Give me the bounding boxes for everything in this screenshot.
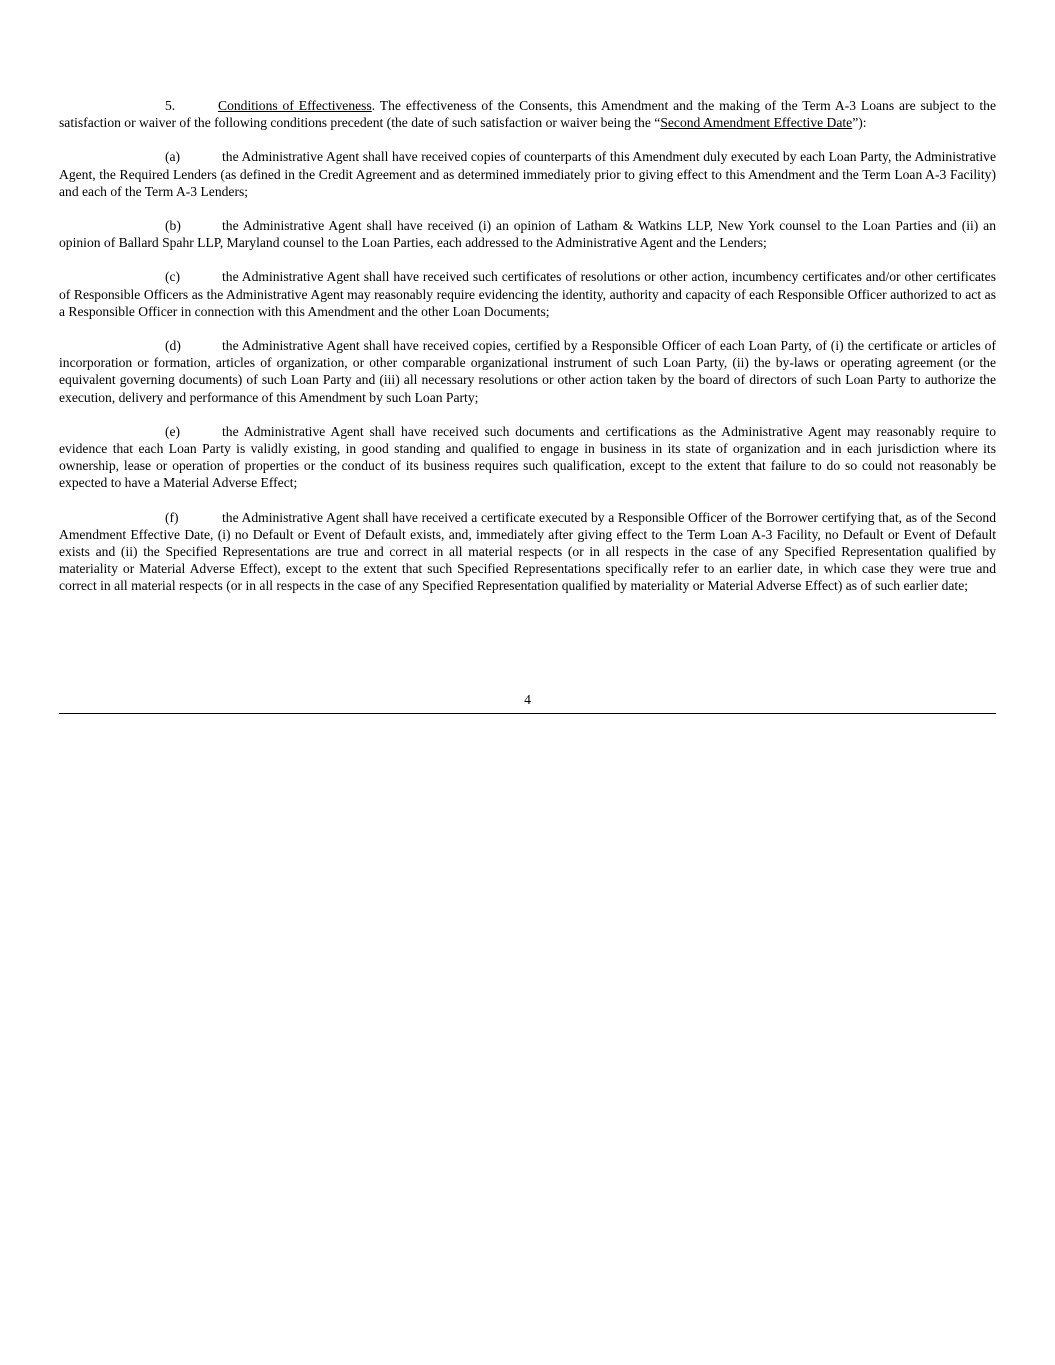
item-label: (e) xyxy=(165,423,181,439)
item-text: the Administrative Agent shall have received a certificate executed by a Responsible Officer of the Borrower certifying that, as of the Second Amendment Effective Date, (i) no Default or Event of Default exists, and, immediately after giving effect to the Term Loan A-3 Facility, no Default or Event of Default exists and (ii) the Specified Representations are true and correct in all material respects (or in all respects in the case of any Specified Representation qualified by materiality or Material Adverse Effect), except to the extent that such Specified Representations specifically refer to an earlier date, in which case they were true and correct in all material respects (or in all respects in the case of any Specified Representation qualified by materiality or Material Adverse Effect) as of such earlier date; xyxy=(59,509,996,594)
item-label: (f) xyxy=(165,509,179,525)
footer-rule xyxy=(59,713,996,714)
section-intro-text: . The effectiveness of the Consents, this Amendment and the making of the Term A-3 Loans are subject to the satisfaction or waiver of the following conditions precedent (the date of such satisfaction or waiver being the “ xyxy=(59,98,996,131)
page-footer xyxy=(59,691,996,714)
condition-item-c xyxy=(59,268,996,320)
item-label: (d) xyxy=(165,338,181,354)
condition-item-e xyxy=(59,423,996,492)
item-text: the Administrative Agent shall have received copies of counterparts of this Amendment duly executed by each Loan Party, the Administrative Agent, the Required Lenders (as defined in the Credit Agreement and as determined immediately prior to giving effect to this Amendment and the Term Loan A-3 Facility) and each of the Term A-3 Lenders; xyxy=(59,149,996,199)
condition-item-b xyxy=(59,217,996,251)
page-number: 4 xyxy=(524,692,531,707)
defined-term: Second Amendment Effective Date xyxy=(660,115,853,131)
item-text: the Administrative Agent shall have received (i) an opinion of Latham & Watkins LLP, New York counsel to the Loan Parties and (ii) an opinion of Ballard Spahr LLP, Maryland counsel to the Loan Parties, each addressed to the Administrative Agent and the Lenders; xyxy=(59,218,996,251)
document-body xyxy=(59,97,996,612)
section-heading: Conditions of Effectiveness xyxy=(218,98,372,113)
condition-item-f xyxy=(59,509,996,595)
condition-item-d xyxy=(59,337,996,406)
item-text: the Administrative Agent shall have received copies, certified by a Responsible Officer of each Loan Party, of (i) the certificate or articles of incorporation or formation, articles of organization, or other comparable organizational instrument of such Loan Party, (ii) the by-laws or operating agreement (or the equivalent governing documents) of such Loan Party and (iii) all necessary resolutions or other action taken by the board of directors of such Loan Party to authorize the execution, delivery and performance of this Amendment by such Loan Party; xyxy=(59,338,996,405)
item-label: (b) xyxy=(165,218,181,234)
item-label: (c) xyxy=(165,269,181,285)
section-5-paragraph xyxy=(59,97,996,131)
item-label: (a) xyxy=(165,149,181,165)
item-text: the Administrative Agent shall have received such documents and certifications as the Administrative Agent may reasonably require to evidence that each Loan Party is validly existing, in good standing and qualified to engage in business in its state of organization and in each jurisdiction where its ownership, lease or operation of properties or the conduct of its business requires such qualification, except to the extent that failure to do so could not reasonably be expected to have a Material Adverse Effect; xyxy=(59,423,996,491)
section-number: 5. xyxy=(165,98,176,113)
condition-item-a xyxy=(59,148,996,200)
item-text: the Administrative Agent shall have received such certificates of resolutions or other action, incumbency certificates and/or other certificates of Responsible Officers as the Administrative Agent may reasonably require evidencing the identity, authority and capacity of each Responsible Officer authorized to act as a Responsible Officer in connection with this Amendment and the other Loan Documents; xyxy=(59,269,996,319)
section-intro-close: ”): xyxy=(852,115,867,131)
